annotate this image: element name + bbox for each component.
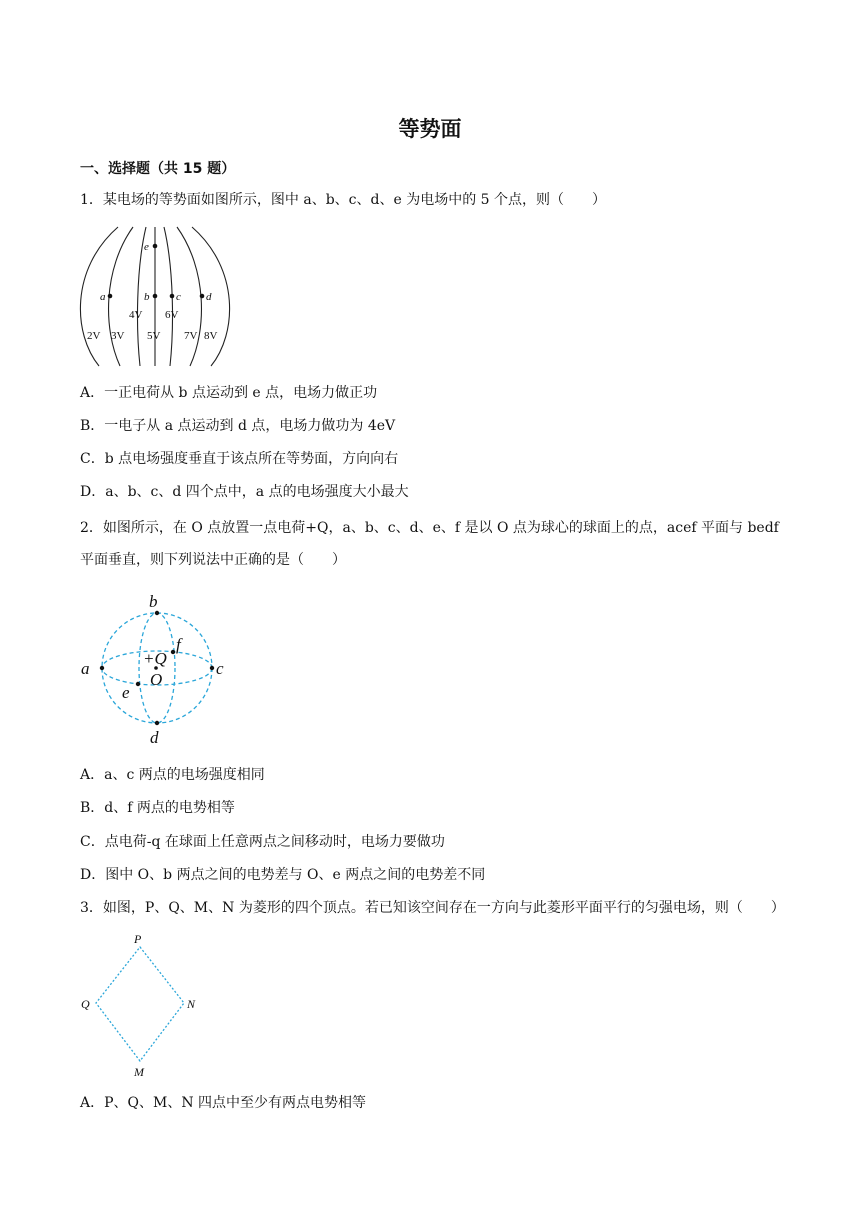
q2-option-d: D．图中 O、b 两点之间的电势差与 O、e 两点之间的电势差不同: [80, 867, 486, 883]
equipotential-figure: [78, 224, 240, 370]
point-d: [155, 721, 159, 725]
label-d: d: [150, 728, 159, 746]
sphere-figure: [76, 586, 236, 746]
label-e: e: [122, 683, 130, 702]
point-a: [100, 666, 104, 670]
label-8v: 8V: [204, 330, 218, 342]
section-heading: 一、选择题（共 15 题）: [80, 161, 236, 177]
label-q: Q: [81, 997, 90, 1011]
point-e: [153, 244, 158, 249]
question-1-stem: 1．某电场的等势面如图所示，图中 a、b、c、d、e 为电场中的 5 个点，则（ ）: [80, 192, 607, 208]
label-e: e: [144, 241, 149, 253]
q2-option-a: A．a、c 两点的电场强度相同: [80, 767, 265, 783]
label-a: a: [100, 291, 106, 303]
label-2v: 2V: [87, 330, 101, 342]
question-3-stem: 3．如图，P、Q、M、N 为菱形的四个顶点。若已知该空间存在一方向与此菱形平面平行的匀强电场，则（ ）: [80, 900, 785, 916]
point-a: [108, 294, 113, 299]
question-2-stem-line2: 平面垂直，则下列说法中正确的是（ ）: [80, 552, 346, 568]
label-6v: 6V: [165, 309, 179, 321]
label-c: c: [176, 291, 181, 303]
point-c: [210, 666, 214, 670]
label-f: f: [176, 635, 181, 654]
page-title: 等势面: [398, 117, 462, 141]
label-7v: 7V: [184, 330, 198, 342]
q1-option-a: A．一正电荷从 b 点运动到 e 点，电场力做正功: [80, 385, 378, 401]
q2-option-c: C．点电荷-q 在球面上任意两点之间移动时，电场力要做功: [80, 834, 445, 850]
label-c: c: [216, 659, 224, 678]
label-charge-q: +Q: [143, 649, 167, 668]
label-b: b: [144, 291, 150, 303]
label-m: M: [134, 1065, 144, 1079]
point-e: [136, 682, 140, 686]
question-2-stem-line1: 2．如图所示，在 O 点放置一点电荷+Q，a、b、c、d、e、f 是以 O 点为球心的球面上的点，acef 平面与 bedf: [80, 520, 779, 536]
q3-option-a: A．P、Q、M、N 四点中至少有两点电势相等: [80, 1095, 367, 1111]
label-o: O: [150, 670, 163, 689]
point-b: [155, 611, 159, 615]
point-b: [153, 294, 158, 299]
label-b: b: [149, 592, 158, 611]
label-n: N: [187, 997, 196, 1011]
q1-option-b: B．一电子从 a 点运动到 d 点，电场力做功为 4eV: [80, 418, 396, 434]
label-4v: 4V: [129, 309, 143, 321]
q1-option-d: D．a、b、c、d 四个点中，a 点的电场强度大小最大: [80, 484, 409, 500]
rhombus-figure: [76, 930, 206, 1080]
point-f: [171, 650, 175, 654]
q1-option-c: C．b 点电场强度垂直于该点所在等势面，方向向右: [80, 451, 399, 467]
label-3v: 3V: [111, 330, 125, 342]
label-p: P: [134, 932, 142, 946]
label-a: a: [81, 659, 90, 678]
label-d: d: [206, 291, 212, 303]
rhombus-pqmn: [96, 947, 184, 1061]
label-5v: 5V: [147, 330, 161, 342]
q2-option-b: B．d、f 两点的电势相等: [80, 800, 235, 816]
point-c: [170, 294, 175, 299]
point-d: [200, 294, 205, 299]
